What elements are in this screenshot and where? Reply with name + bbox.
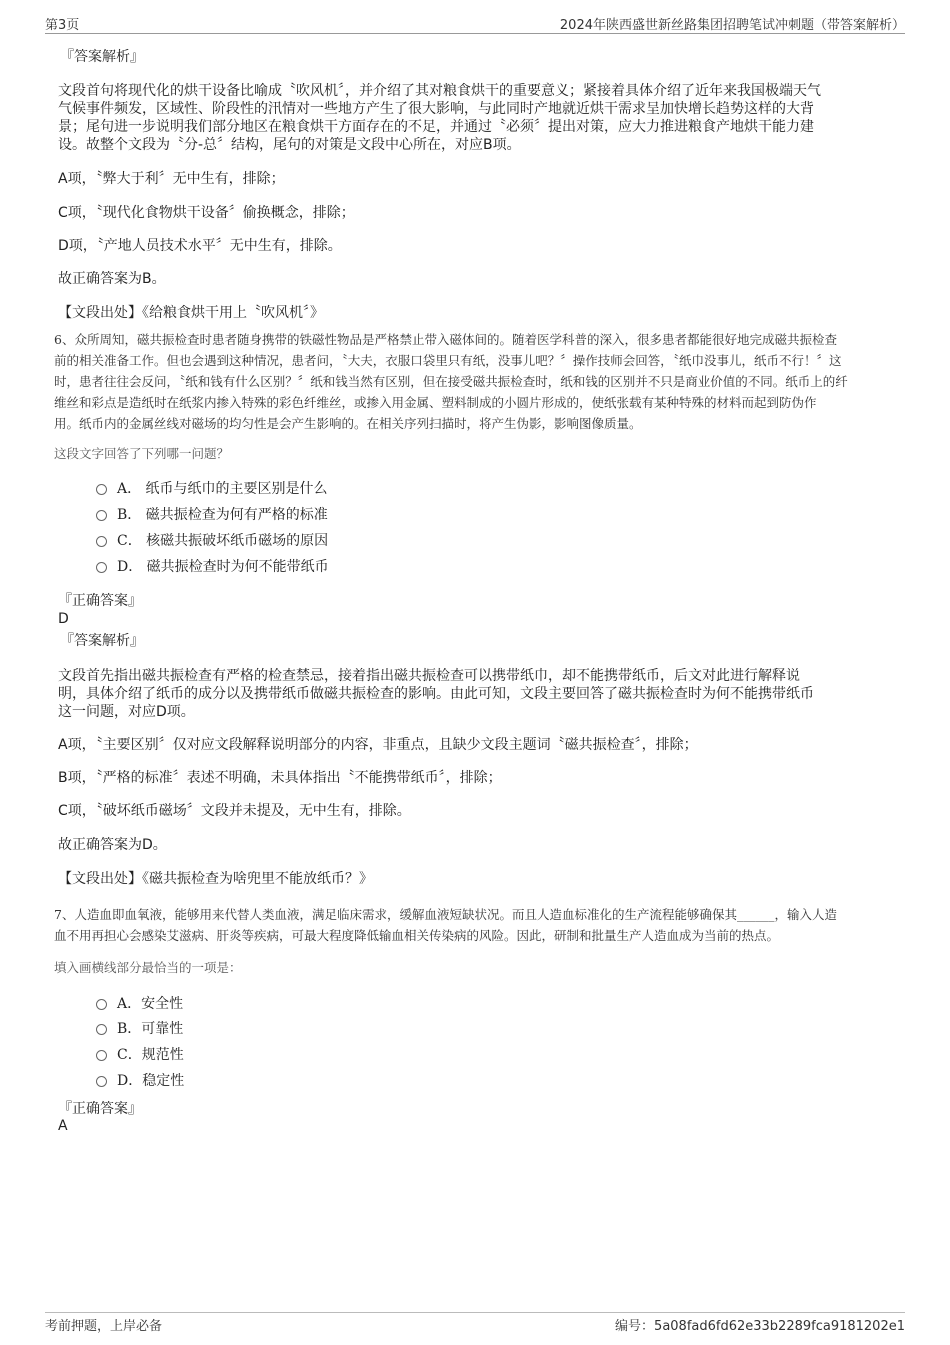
q7-prompt: 填入画横线部分最恰当的一项是： (54, 960, 242, 975)
q7-option-c[interactable]: C．规范性 (96, 1044, 184, 1064)
q5-explain-line: 文段首句将现代化的烘干设备比喻成〝吹风机〞，并介绍了其对粮食烘干的重要意义；紧接着具体介绍了近年来我国极端天气 (58, 83, 821, 99)
header-divider (45, 33, 905, 34)
q6-text-line: 6、众所周知，磁共振检查时患者随身携带的铁磁性物品是严格禁止带入磁体间的。随着医学科普的深入，很多患者都能很好地完成磁共振检查 (54, 332, 837, 347)
q6-option-b[interactable]: B． 磁共振检查为何有严格的标准 (96, 504, 328, 524)
q6-option-a[interactable]: A． 纸币与纸巾的主要区别是什么 (96, 478, 328, 498)
q7-correct-heading: 『正确答案』 (58, 1101, 142, 1117)
q6-option-d[interactable]: D． 磁共振检查时为何不能带纸币 (96, 556, 329, 576)
q5-explain-line: 景；尾句进一步说明我们部分地区在粮食烘干方面存在的不足，并通过〝必须〞提出对策，应大力推进粮食产地烘干能力建 (58, 119, 814, 135)
q7-text-line: 血不用再担心会感染艾滋病、肝炎等疾病，可最大程度降低输血相关传染病的风险。因此，研制和批量生产人造血成为当前的热点。 (54, 928, 780, 943)
q6-source: 【文段出处】《磁共振检查为啥兜里不能放纸币？》 (58, 871, 373, 887)
q6-correct-heading: 『正确答案』 (58, 593, 142, 609)
radio-icon[interactable] (96, 510, 107, 521)
q6-text-line: 时，患者往往会反问，〝纸和钱有什么区别？〞纸和钱当然有区别，但在接受磁共振检查时，纸和钱的区别并不只是商业价值的不同。纸币上的纤 (54, 374, 848, 389)
radio-icon[interactable] (96, 562, 107, 573)
q6-explain-line: 明，具体介绍了纸币的成分以及携带纸币做磁共振检查的影响。由此可知，文段主要回答了磁共振检查时为何不能携带纸币 (58, 686, 814, 702)
q5-option-a-analysis: A项，〝弊大于利〞无中生有，排除； (58, 171, 285, 187)
footer-slogan: 考前押题，上岸必备 (45, 1319, 163, 1334)
radio-icon[interactable] (96, 484, 107, 495)
q7-option-b[interactable]: B．可靠性 (96, 1018, 183, 1038)
q7-correct-answer: A (58, 1118, 68, 1134)
q7-text-line: 7、人造血即血氧液，能够用来代替人类血液，满足临床需求，缓解血液短缺状况。而且人造血标准化的生产流程能够确保其______，输入人造 (54, 907, 837, 922)
q5-source: 【文段出处】《给粮食烘干用上〝吹风机〞》 (58, 305, 324, 321)
q7-option-d[interactable]: D．稳定性 (96, 1070, 184, 1090)
radio-icon[interactable] (96, 536, 107, 547)
q7-option-a[interactable]: A．安全性 (96, 993, 183, 1013)
q5-explain-heading: 『答案解析』 (60, 49, 144, 65)
footer-serial-number: 编号：5a08fad6fd62e33b2289fca9181202e1 (615, 1319, 905, 1334)
q6-text-line: 维丝和彩点是造纸时在纸浆内掺入特殊的彩色纤维丝，或掺入用金属、塑料制成的小圆片形成的，使纸张载有某种特殊的材料而起到防伪作 (54, 395, 817, 410)
q6-prompt: 这段文字回答了下列哪一问题？ (54, 446, 230, 461)
q6-explain-heading: 『答案解析』 (60, 633, 144, 649)
q6-option-c[interactable]: C． 核磁共振破坏纸币磁场的原因 (96, 530, 328, 550)
q6-option-b-analysis: B项，〝严格的标准〞表述不明确，未具体指出〝不能携带纸币〞，排除； (58, 770, 502, 786)
radio-icon[interactable] (96, 1076, 107, 1087)
q5-explain-line: 气候事件频发，区域性、阶段性的汛情对一些地方产生了很大影响，与此同时产地就近烘干需求呈加快增长趋势这样的大背 (58, 101, 814, 117)
q5-option-c-analysis: C项，〝现代化食物烘干设备〞偷换概念，排除； (58, 205, 355, 221)
q6-correct-answer: D (58, 611, 69, 627)
document-title: 2024年陕西盛世新丝路集团招聘笔试冲刺题（带答案解析） (559, 18, 905, 33)
q6-text-line: 前的相关准备工作。但也会遇到这种情况，患者问，〝大夫，衣服口袋里只有纸，没事儿吧？〞操作技师会回答，〝纸巾没事儿，纸币不行！〞这 (54, 353, 842, 368)
q6-option-c-analysis: C项，〝破坏纸币磁场〞文段并未提及，无中生有，排除。 (58, 803, 411, 819)
q6-explain-line: 这一问题，对应D项。 (58, 704, 195, 720)
q6-explain-line: 文段首先指出磁共振检查有严格的检查禁忌，接着指出磁共振检查可以携带纸巾，却不能携带纸币，后文对此进行解释说 (58, 668, 800, 684)
page-number: 第3页 (45, 18, 80, 33)
q6-answer: 故正确答案为D。 (58, 837, 167, 853)
q5-explain-line: 设。故整个文段为〝分-总〞结构，尾句的对策是文段中心所在，对应B项。 (58, 137, 521, 153)
q6-text-line: 用。纸币内的金属丝线对磁场的均匀性是会产生影响的。在相关序列扫描时，将产生伪影，影响图像质量。 (54, 416, 642, 431)
radio-icon[interactable] (96, 1050, 107, 1061)
q5-option-d-analysis: D项，〝产地人员技术水平〞无中生有，排除。 (58, 238, 342, 254)
radio-icon[interactable] (96, 1024, 107, 1035)
q6-option-a-analysis: A项，〝主要区别〞仅对应文段解释说明部分的内容，非重点，且缺少文段主题词〝磁共振检查〞，排除； (58, 737, 698, 753)
footer-divider (45, 1312, 905, 1313)
radio-icon[interactable] (96, 999, 107, 1010)
q5-answer: 故正确答案为B。 (58, 271, 166, 287)
